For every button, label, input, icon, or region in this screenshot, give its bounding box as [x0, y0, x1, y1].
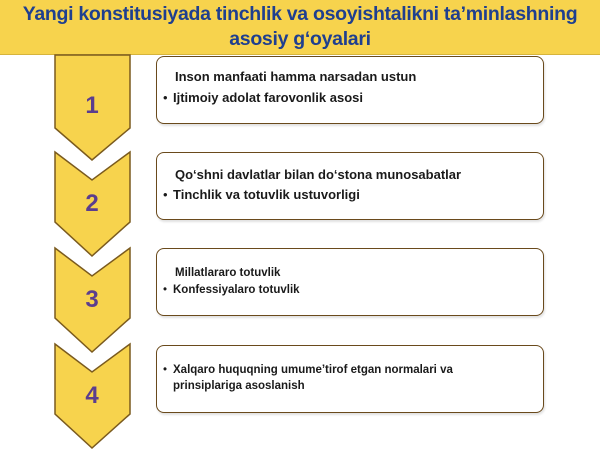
step-4-line-2: prinsiplariga asoslanish	[173, 380, 305, 392]
step-number-3: 3	[85, 286, 99, 313]
title-line-2: asosiy g‘oyalari	[229, 28, 371, 50]
step-2-line-2: • Tinchlik va totuvlik ustuvorligi	[163, 187, 360, 202]
step-4-line-1: • Xalqaro huquqning umume’tirof etgan normalari va	[163, 364, 453, 376]
step-2-line-1: Qo‘shni davlatlar bilan do‘stona munosabatlar	[175, 167, 462, 182]
step-number-1: 1	[85, 92, 99, 119]
step-number-2: 2	[85, 190, 99, 217]
step-3-line-2: • Konfessiyalaro totuvlik	[163, 284, 300, 296]
step-box-3	[156, 248, 544, 316]
title-line-1: Yangi konstitusiyada tinchlik va osoyishtalikni ta’minlashning	[22, 3, 578, 25]
step-3-line-1: Millatlararo totuvlik	[175, 267, 281, 279]
step-box-1	[156, 56, 544, 124]
step-box-4	[156, 345, 544, 413]
step-1-line-2: • Ijtimoiy adolat farovonlik asosi	[163, 90, 363, 105]
step-1-line-1: Inson manfaati hamma narsadan ustun	[175, 69, 417, 84]
step-number-4: 4	[85, 382, 99, 409]
step-box-2	[156, 152, 544, 220]
